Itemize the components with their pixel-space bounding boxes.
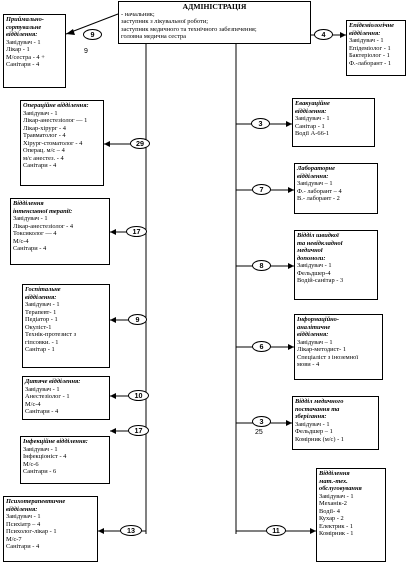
staff-count-badge: 9 bbox=[83, 29, 102, 40]
department-title: Інфекційне відділення: bbox=[23, 438, 88, 445]
staff-line: Завідувач - 1 bbox=[295, 420, 330, 428]
staff-line: М/с-6 bbox=[23, 460, 39, 468]
staff-count-badge: 4 bbox=[314, 29, 333, 40]
administration-title: АДМІНІСТРАЦІЯ bbox=[182, 2, 247, 11]
staff-line: Санітари - 4 bbox=[6, 61, 40, 68]
staff-line: Інфекціоніст - 4 bbox=[23, 453, 67, 460]
department-title: відділення: bbox=[297, 331, 329, 338]
department-title: постачання та bbox=[295, 405, 340, 413]
department-title: відділення: bbox=[6, 31, 38, 38]
staff-line: Комірник - 1 bbox=[319, 530, 354, 537]
infectious-department-box bbox=[20, 436, 110, 484]
information-analytical-department-box bbox=[294, 314, 383, 380]
staff-line: Завідувач - 1 bbox=[23, 109, 58, 117]
staff-line: Операц. м/с – 4 bbox=[23, 147, 65, 154]
staff-line: Лікар-анестезіолог - 4 bbox=[13, 222, 74, 230]
department-title: аналітичне bbox=[297, 323, 331, 331]
staff-line: Завідувач – 1 bbox=[297, 180, 333, 187]
staff-count-badge: 6 bbox=[252, 341, 271, 352]
staff-count-badge: 3 bbox=[252, 416, 271, 427]
staff-line: мови - 4 bbox=[297, 361, 320, 368]
staff-line: М/с-4 bbox=[25, 400, 41, 408]
department-title: інтенсивної терапії: bbox=[13, 207, 73, 215]
department-title: Операційне відділення: bbox=[23, 102, 89, 109]
staff-line: Завідувач - 1 bbox=[25, 385, 60, 393]
department-title: та невідкладної bbox=[297, 239, 343, 247]
staff-count-badge: 9 bbox=[128, 314, 147, 325]
staff-count-badge: 17 bbox=[126, 226, 147, 237]
staff-line: Хірург-стоматолог - 4 bbox=[23, 139, 83, 147]
staff-line: Комірник (м/с) - 1 bbox=[295, 435, 345, 443]
staff-line: Епідеміолог - 1 bbox=[349, 44, 391, 52]
epidemiological-department-box bbox=[346, 20, 406, 76]
administration-line: заступник медичного та технічного забезпечення; bbox=[121, 25, 257, 33]
department-title: відділення: bbox=[295, 107, 327, 115]
staff-count-badge: 8 bbox=[252, 260, 271, 271]
staff-line: Завідувач - 1 bbox=[25, 301, 60, 308]
department-title: Відділ швидкої bbox=[297, 232, 339, 239]
staff-line: М/с-4 bbox=[13, 237, 29, 245]
administration-line: заступник з лікувальної роботи; bbox=[121, 18, 209, 26]
staff-line: Лікар-хірург - 4 bbox=[23, 124, 66, 132]
staff-line: Водії А-66-1 bbox=[295, 130, 330, 137]
staff-count-badge: 11 bbox=[266, 525, 286, 536]
staff-count-badge: 3 bbox=[251, 118, 270, 129]
department-title: мат.-тех. bbox=[319, 477, 348, 485]
staff-line: Санітари - 4 bbox=[23, 162, 57, 169]
department-title: відділення: bbox=[6, 505, 38, 513]
staff-line: Водій-санітар - 3 bbox=[297, 277, 344, 284]
staff-line: Завідувач - 1 bbox=[349, 37, 384, 44]
staff-line: Окуліст-1 bbox=[25, 323, 52, 331]
staff-line: Спеціаліст з іноземної bbox=[297, 353, 359, 361]
staff-line: М/сестра - 4 + bbox=[6, 53, 45, 61]
staff-line: Санітари - 4 bbox=[13, 245, 47, 252]
staff-line: Технік-протезист з bbox=[25, 331, 77, 338]
administration-line: - начальник; bbox=[121, 11, 155, 18]
medical-supply-department-box bbox=[292, 396, 379, 450]
staff-line: Санітари - 4 bbox=[6, 543, 40, 550]
staff-line: Фельдшер-4 bbox=[297, 269, 331, 277]
stray-number: 25 bbox=[255, 429, 263, 436]
staff-line: Електрик - 1 bbox=[319, 522, 354, 530]
staff-line: Лікар-методист- 1 bbox=[297, 346, 347, 353]
staff-line: Санітар - 1 bbox=[25, 346, 55, 353]
staff-line: Механік-2 bbox=[319, 500, 347, 507]
department-title: Психотерапевтичне bbox=[6, 498, 66, 505]
staff-line: Завідувач - 1 bbox=[6, 513, 41, 520]
staff-line: Завідувач - 1 bbox=[295, 115, 330, 122]
children-department-box bbox=[22, 376, 110, 420]
staff-line: Кухар - 2 bbox=[319, 515, 344, 522]
staff-line: Бактеріолог - 1 bbox=[349, 52, 390, 59]
staff-line: Санітари - 6 bbox=[23, 468, 57, 475]
department-title: відділення: bbox=[349, 29, 381, 37]
staff-count-badge: 7 bbox=[252, 184, 271, 195]
department-title: медичної bbox=[297, 247, 323, 254]
staff-line: м/с анестез. - 4 bbox=[23, 154, 64, 162]
staff-line: Психіатр – 4 bbox=[6, 520, 41, 528]
emergency-care-department-box bbox=[294, 230, 378, 300]
staff-count-badge: 29 bbox=[130, 138, 150, 149]
staff-line: Анестезіолог - 1 bbox=[25, 393, 70, 400]
laboratory-department-box bbox=[294, 163, 378, 214]
receiving-department-box bbox=[3, 14, 66, 88]
staff-line: Лікар-анестезіолог — 1 bbox=[23, 117, 88, 124]
staff-line: Завідувач - 1 bbox=[297, 262, 332, 269]
staff-line: Завідувач – 1 bbox=[297, 338, 333, 346]
staff-line: Завідувач - 1 bbox=[319, 492, 354, 500]
evacuation-department-box bbox=[292, 98, 375, 147]
intensive-therapy-department-box bbox=[10, 198, 110, 265]
staff-count-badge: 13 bbox=[120, 525, 142, 536]
department-title: зберігання: bbox=[295, 413, 327, 420]
surgical-department-box bbox=[20, 100, 104, 186]
staff-line: Педіатор - 1 bbox=[25, 316, 58, 323]
staff-count-badge: 17 bbox=[128, 425, 149, 436]
staff-line: М/с-7 bbox=[6, 535, 22, 543]
department-title: Евакуаційне bbox=[295, 100, 330, 107]
technical-maintenance-department-box bbox=[316, 468, 386, 562]
staff-line: Санітари - 4 bbox=[25, 408, 59, 415]
department-title: відділення: bbox=[25, 293, 57, 301]
staff-line: Терапевт- 1 bbox=[25, 308, 57, 316]
staff-line: В.- лаборант - 2 bbox=[297, 195, 340, 202]
department-title: Відділення bbox=[319, 470, 350, 477]
staff-line: гіпсовки. - 1 bbox=[25, 338, 59, 346]
staff-line: Водії- 4 bbox=[319, 507, 340, 515]
staff-line: Ф.- лаборант – 4 bbox=[297, 187, 342, 195]
staff-line: Завідувач - 1 bbox=[6, 38, 41, 46]
department-title: Відділення bbox=[13, 200, 44, 207]
department-title: Відділ медичного bbox=[295, 398, 344, 405]
stray-number: 9 bbox=[84, 48, 88, 55]
staff-line: Завідувач - 1 bbox=[13, 215, 48, 222]
staff-line: Лікар - 1 bbox=[6, 46, 30, 53]
staff-line: Ф.-лаборант - 1 bbox=[349, 59, 392, 67]
department-title: Епідеміологічне bbox=[349, 22, 394, 29]
staff-line: Санітар - 1 bbox=[295, 122, 325, 130]
department-title: Госпітальне bbox=[25, 286, 61, 293]
hospital-department-box bbox=[22, 284, 110, 368]
department-title: Дитяче відділення: bbox=[25, 378, 81, 385]
department-title: Приймально- bbox=[6, 16, 44, 23]
staff-line: Фельдшер – 1 bbox=[295, 428, 333, 435]
department-title: обслуговування bbox=[319, 485, 362, 492]
psychotherapy-department-box bbox=[3, 496, 98, 562]
administration-line: головна медична сестра bbox=[121, 33, 187, 41]
department-title: відділення: bbox=[297, 172, 329, 180]
department-title: допомоги: bbox=[297, 254, 326, 262]
staff-line: Травматолог - 4 bbox=[23, 132, 66, 139]
staff-line: Завідувач - 1 bbox=[23, 445, 58, 453]
administration-box bbox=[118, 1, 311, 44]
department-title: сортувальне bbox=[6, 23, 42, 31]
department-title: Інформаційно- bbox=[297, 316, 340, 323]
staff-count-badge: 10 bbox=[128, 390, 149, 401]
staff-line: Токсиколог — 4 bbox=[13, 230, 57, 237]
staff-line: Психолог-лікар - 1 bbox=[6, 528, 57, 535]
department-title: Лабораторне bbox=[297, 165, 335, 172]
